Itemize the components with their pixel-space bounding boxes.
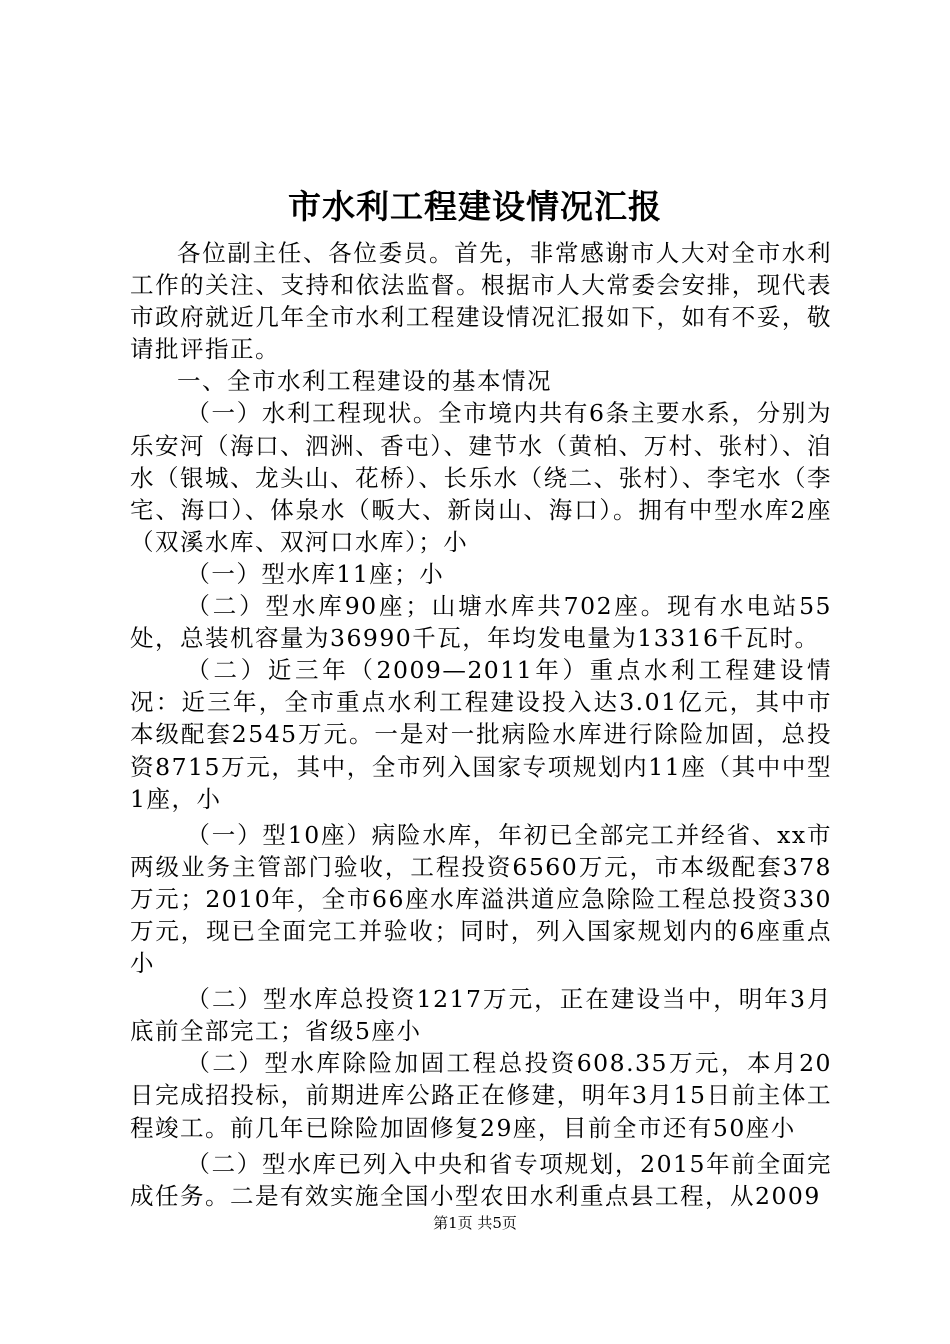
paragraph-recent-projects: （二）近三年（2009—2011年）重点水利工程建设情况：近三年，全市重点水利工程建设投入达3.01亿元，其中市本级配套2545万元。一是对一批病险水库进行除险加固，总投资8715万元，其中，全市列入国家专项规划内11座（其中中型1座，小 xyxy=(130,656,832,813)
page-number: 第1页 共5页 xyxy=(433,1214,517,1232)
paragraph-key-reservoirs: （二）型水库总投资1217万元，正在建设当中，明年3月底前全部完工；省级5座小 xyxy=(130,985,832,1046)
section-heading: 一、全市水利工程建设的基本情况 xyxy=(177,367,552,396)
paragraph-small-reservoirs-1: （一）型水库11座；小 xyxy=(186,559,445,588)
paragraph-special-planning: （二）型水库已列入中央和省专项规划，2015年前全面完成任务。二是有效实施全国小型农田水利重点县工程，从2009 xyxy=(130,1149,832,1210)
paragraph-small-reservoirs-2: （二）型水库90座；山塘水库共702座。现有水电站55处，总装机容量为36990千瓦，年均发电量为13316千瓦时。 xyxy=(130,592,832,653)
paragraph-provincial-reservoirs: （二）型水库除险加固工程总投资608.35万元，本月20日完成招投标，前期进库公路正在修建，明年3月15日前主体工程竣工。前几年已除险加固修复29座，目前全市还有50座小 xyxy=(130,1049,832,1142)
document-body xyxy=(130,237,832,1212)
page-title: 市水利工程建设情况汇报 xyxy=(288,187,662,226)
paragraph-greeting: 各位副主任、各位委员。首先，非常感谢市人大对全市水利工作的关注、支持和依法监督。根据市人大常委会安排，现代表市政府就近几年全市水利工程建设情况汇报如下，如有不妥，敬请批评指正。 xyxy=(130,239,832,364)
paragraph-project-status: （一）水利工程现状。全市境内共有6条主要水系，分别为乐安河（海口、泗洲、香屯）、建节水（黄柏、万村、张村）、洎水（银城、龙头山、花桥）、长乐水（绕二、张村）、李宅水（李宅、海口）、体泉水（畈大、新岗山、海口）。拥有中型水库2座（双溪水库、双河口水库）；小 xyxy=(130,399,832,556)
paragraph-reservoir-acceptance: （一）型10座）病险水库，年初已全部完工并经省、xx市两级业务主管部门验收，工程投资6560万元，市本级配套378万元；2010年，全市66座水库溢洪道应急除险工程总投资330万元，现已全面完工并验收；同时，列入国家规划内的6座重点小 xyxy=(130,820,832,978)
